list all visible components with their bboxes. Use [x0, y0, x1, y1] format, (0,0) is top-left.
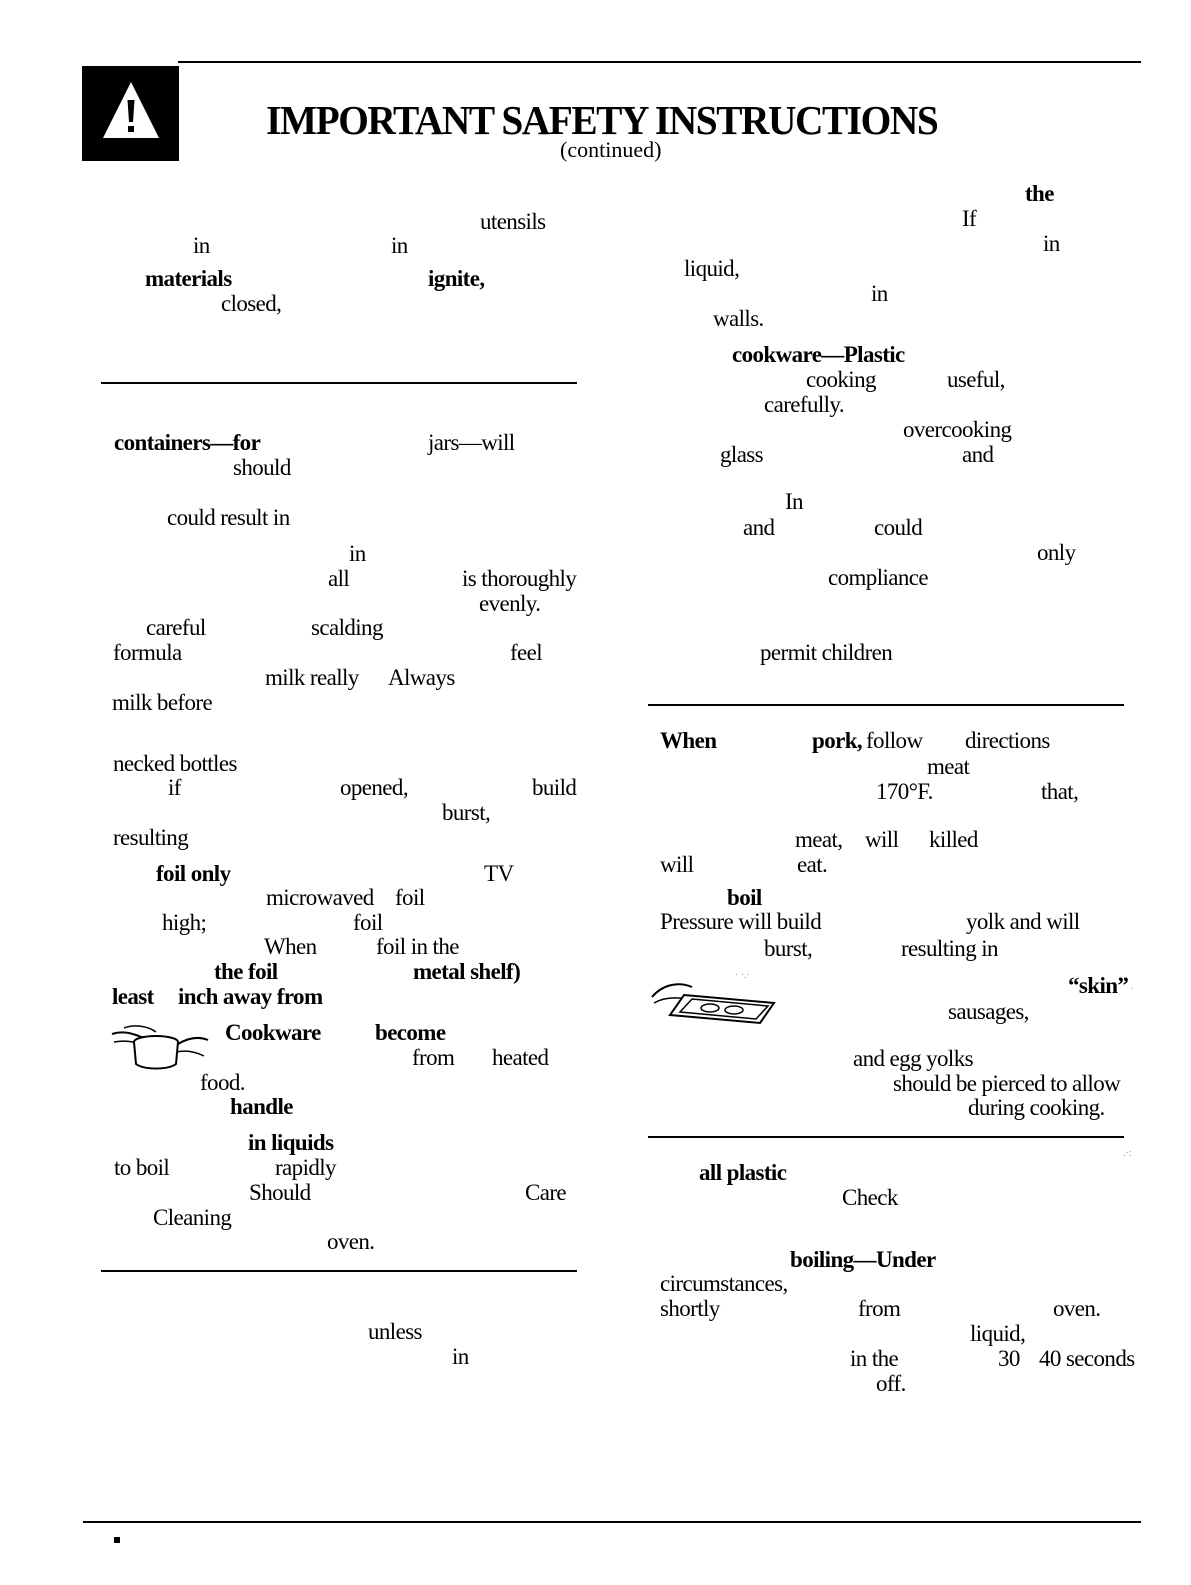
warning-box — [82, 66, 179, 161]
right-divider-2 — [648, 1136, 1124, 1138]
left-divider-2 — [101, 1270, 577, 1272]
body-text: foil — [353, 910, 383, 935]
body-text: boiling—Under — [790, 1247, 936, 1272]
body-text: cookware—Plastic — [732, 342, 905, 367]
body-text: and egg yolks — [853, 1046, 973, 1071]
body-text: jars—will — [428, 430, 515, 455]
body-text: could result in — [167, 505, 290, 530]
body-text: walls. — [713, 306, 764, 331]
body-text: Check — [842, 1185, 898, 1210]
body-text: inch away from — [178, 984, 323, 1009]
body-text: liquid, — [970, 1321, 1026, 1346]
body-text: in liquids — [248, 1130, 334, 1155]
body-text: should be pierced to allow — [893, 1071, 1121, 1096]
body-text: permit children — [760, 640, 893, 665]
body-text: foil only — [156, 861, 231, 886]
body-text: evenly. — [479, 591, 541, 616]
body-text: oven. — [1053, 1296, 1101, 1321]
body-text: in the — [850, 1346, 899, 1371]
body-text: useful, — [947, 367, 1005, 392]
body-text: 40 seconds — [1039, 1346, 1135, 1371]
body-text: TV — [484, 861, 514, 886]
body-text: sausages, — [948, 999, 1029, 1024]
body-text: killed — [929, 827, 978, 852]
body-text: overcooking — [903, 417, 1012, 442]
body-text: containers—for — [114, 430, 261, 455]
body-text: all plastic — [699, 1160, 787, 1185]
page-title: IMPORTANT SAFETY INSTRUCTIONS — [266, 97, 938, 143]
body-text: resulting — [113, 825, 189, 850]
tray-hand-icon — [648, 975, 782, 1027]
body-text: glass — [720, 442, 764, 467]
bottom-rule — [83, 1521, 1141, 1523]
right-divider-1 — [648, 704, 1124, 706]
body-text: build — [532, 775, 577, 800]
body-text: in — [391, 233, 408, 258]
body-text: 170°F. — [876, 779, 933, 804]
body-text: closed, — [221, 291, 282, 316]
body-text: from — [858, 1296, 901, 1321]
body-text: become — [375, 1020, 446, 1045]
body-text: burst, — [764, 936, 813, 961]
body-text: to boil — [114, 1155, 170, 1180]
body-text: foil — [395, 885, 425, 910]
scan-speck: · ·.· — [735, 970, 750, 981]
body-text: eat. — [797, 852, 828, 877]
body-text: opened, — [340, 775, 408, 800]
body-text: meat — [927, 754, 970, 779]
body-text: In — [785, 489, 803, 514]
top-rule — [178, 61, 1141, 63]
body-text: and — [962, 442, 994, 467]
body-text: milk really — [265, 665, 359, 690]
body-text: compliance — [828, 565, 929, 590]
body-text: in — [349, 541, 366, 566]
body-text: heated — [492, 1045, 549, 1070]
body-text: shortly — [660, 1296, 720, 1321]
body-text: pork, — [812, 728, 863, 753]
body-text: circumstances, — [660, 1271, 788, 1296]
body-text: 30 — [998, 1346, 1020, 1371]
body-text: If — [962, 206, 977, 231]
body-text: from — [412, 1045, 455, 1070]
page-bullet — [114, 1537, 120, 1543]
body-text: that, — [1041, 779, 1079, 804]
body-text: high; — [162, 910, 207, 935]
body-text: meat, — [795, 827, 843, 852]
body-text: foil in the — [376, 934, 459, 959]
body-text: in — [871, 281, 888, 306]
body-text: unless — [368, 1319, 422, 1344]
body-text: in — [452, 1344, 469, 1369]
body-text: will — [865, 827, 899, 852]
body-text: Cookware — [225, 1020, 321, 1045]
body-text: will — [660, 852, 694, 877]
body-text: formula — [113, 640, 182, 665]
body-text: metal shelf) — [413, 959, 521, 984]
body-text: directions — [965, 728, 1050, 753]
body-text: burst, — [442, 800, 491, 825]
body-text: careful — [146, 615, 206, 640]
body-text: Should — [249, 1180, 311, 1205]
cookware-hands-icon — [104, 1022, 212, 1074]
body-text: When — [660, 728, 717, 753]
warning-triangle-icon — [101, 80, 161, 142]
body-text: Pressure will build — [660, 909, 822, 934]
body-text: could — [874, 515, 923, 540]
body-text: scalding — [311, 615, 383, 640]
body-text: yolk and will — [966, 909, 1080, 934]
left-divider-1 — [101, 382, 577, 384]
scan-speck: .·: — [1123, 1148, 1132, 1159]
page-subtitle: (continued) — [560, 137, 662, 162]
body-text: oven. — [327, 1229, 375, 1254]
body-text: if — [168, 775, 181, 800]
body-text: feel — [510, 640, 543, 665]
body-text: food. — [200, 1070, 245, 1095]
body-text: “skin” — [1068, 973, 1129, 998]
scan-speck: · — [1130, 984, 1134, 995]
body-text: in — [193, 233, 210, 258]
body-text: resulting in — [901, 936, 998, 961]
body-text: liquid, — [684, 256, 740, 281]
body-text: Cleaning — [153, 1205, 232, 1230]
body-text: should — [233, 455, 291, 480]
body-text: in — [1043, 231, 1060, 256]
body-text: necked bottles — [113, 751, 237, 776]
body-text: cooking — [806, 367, 876, 392]
body-text: least — [112, 984, 154, 1009]
body-text: off. — [876, 1371, 906, 1396]
body-text: follow — [866, 728, 923, 753]
body-text: handle — [230, 1094, 293, 1119]
body-text: boil — [727, 885, 762, 910]
body-text: ignite, — [428, 266, 485, 291]
body-text: Always — [388, 665, 455, 690]
body-text: Care — [525, 1180, 567, 1205]
body-text: the foil — [214, 959, 278, 984]
body-text: and — [743, 515, 775, 540]
body-text: the — [1025, 181, 1054, 206]
body-text: all — [328, 566, 350, 591]
body-text: When — [264, 934, 317, 959]
body-text: utensils — [480, 209, 546, 234]
body-text: during cooking. — [968, 1095, 1105, 1120]
body-text: materials — [145, 266, 232, 291]
body-text: rapidly — [275, 1155, 336, 1180]
body-text: milk before — [112, 690, 213, 715]
body-text: is thoroughly — [462, 566, 577, 591]
body-text: microwaved — [266, 885, 374, 910]
body-text: carefully. — [764, 392, 844, 417]
body-text: only — [1037, 540, 1076, 565]
